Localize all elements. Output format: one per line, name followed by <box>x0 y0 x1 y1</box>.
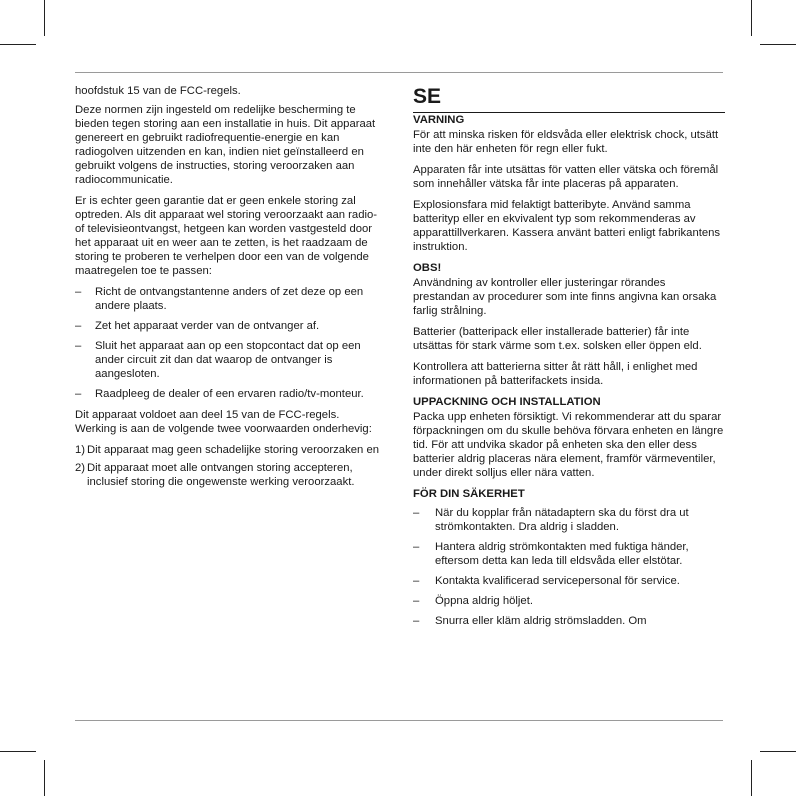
list-item: – Snurra eller kläm aldrig strömsladden. Om <box>413 615 647 627</box>
list-item: – Raadpleeg de dealer of een ervaren radio/tv-monteur. <box>75 388 364 400</box>
obs-paragraph: Användning av kontroller eller justeringar rörandes prestandan av procedurer som inte finns angivna kan orsaka farlig strålning. <box>413 277 717 317</box>
list-item: – Kontakta kvalificerad servicepersonal för service. <box>413 575 680 587</box>
list-item: – Richt de ontvangstantenne anders of zet deze op een andere plaats. <box>75 286 364 312</box>
list-item: – När du kopplar från nätadaptern ska du först dra ut strömkontakten. Dra aldrig i sladden. <box>413 507 689 533</box>
bottom-rule <box>75 720 723 721</box>
list-item: 1) Dit apparaat mag geen schadelijke storing veroorzaken en <box>75 444 380 456</box>
right-column <box>413 84 725 635</box>
list-item: – Zet het apparaat verder van de ontvanger af. <box>75 320 320 332</box>
safety-heading: FÖR DIN SÄKERHET <box>413 488 525 500</box>
list-item: – Sluit het apparaat aan op een stopcontact dat op een ander circuit zit dan dat waarop de ontvanger is aangesloten. <box>75 340 361 380</box>
crop-mark-bottom-right-horizontal <box>760 751 796 752</box>
obs-heading: OBS! <box>413 262 442 274</box>
warning-paragraph: Explosionsfara mid felaktigt batteribyte. Använd samma batterityp eller en ekvivalent typ som rekommenderas av apparattillverkaren. Kassera använt batteri enligt fabrikantens instruktion. <box>413 199 721 253</box>
left-paragraph-2: Er is echter geen garantie dat er geen enkele storing zal optreden. Als dit apparaat wel storing veroorzaakt aan radio- of televisieontvangst, hetgeen kan worden vastgesteld door het apparaat uit en weer aan te zetten, is het raadzaam de storing te proberen te verhelpen door een van de volgende maatregelen toe te passen: <box>75 195 378 277</box>
conditions-list <box>75 443 380 489</box>
unpacking-heading: UPPACKNING OCH INSTALLATION <box>413 396 601 408</box>
warning-paragraph: För att minska risken för eldsvåda eller elektrisk chock, utsätt inte den här enheten för regn eller fukt. <box>413 129 719 155</box>
left-column <box>75 84 380 493</box>
safety-list <box>413 506 725 628</box>
measures-list <box>75 285 380 401</box>
unpacking-paragraph: Packa upp enheten försiktigt. Vi rekommenderar att du sparar förpackningen om du skulle behöva förvara enheten en längre tid. För att undvika skador på enheten ska den eller dess batterier aldrig placeras nära element, framför värmeventiler, under direkt solljus eller nära vatten. <box>413 411 724 479</box>
list-item: 2) Dit apparaat moet alle ontvangen storing accepteren, inclusief storing die ongewenste werking veroorzaakt. <box>75 462 355 488</box>
list-item: – Hantera aldrig strömkontakten med fuktiga händer, eftersom detta kan leda till eldsvåda eller elstötar. <box>413 541 689 567</box>
crop-mark-top-right-vertical <box>751 0 752 36</box>
left-paragraph-1: Deze normen zijn ingesteld om redelijke bescherming te bieden tegen storing aan een installatie in huis. Dit apparaat genereert en gebruikt radiofrequentie-energie en kan radiogolven uitzenden en kan, indien niet geïnstalleerd en gebruikt volgens de instructies, storing veroorzaken aan radiocommunicatie. <box>75 104 376 186</box>
left-intro: hoofdstuk 15 van de FCC-regels. <box>75 85 241 97</box>
crop-mark-bottom-left-horizontal <box>0 751 36 752</box>
language-code-heading: SE <box>413 84 725 113</box>
obs-paragraph: Kontrollera att batterierna sitter åt rätt håll, i enlighet med informationen på batterifackets insida. <box>413 361 698 387</box>
crop-mark-bottom-left-vertical <box>44 760 45 796</box>
warning-paragraph: Apparaten får inte utsättas för vatten eller vätska och föremål som innehåller vätska får inte placeras på apparaten. <box>413 164 719 190</box>
crop-mark-top-left-vertical <box>44 0 45 36</box>
crop-mark-top-left-horizontal <box>0 44 36 45</box>
crop-mark-bottom-right-vertical <box>751 760 752 796</box>
left-paragraph-3: Dit apparaat voldoet aan deel 15 van de FCC-regels. Werking is aan de volgende twee voorwaarden onderhevig: <box>75 409 372 435</box>
list-item: – Öppna aldrig höljet. <box>413 595 533 607</box>
top-rule <box>75 72 723 73</box>
crop-mark-top-right-horizontal <box>760 44 796 45</box>
obs-paragraph: Batterier (batteripack eller installerade batterier) får inte utsättas för stark värme som t.ex. solsken eller öppen eld. <box>413 326 702 352</box>
warning-heading: VARNING <box>413 114 465 126</box>
